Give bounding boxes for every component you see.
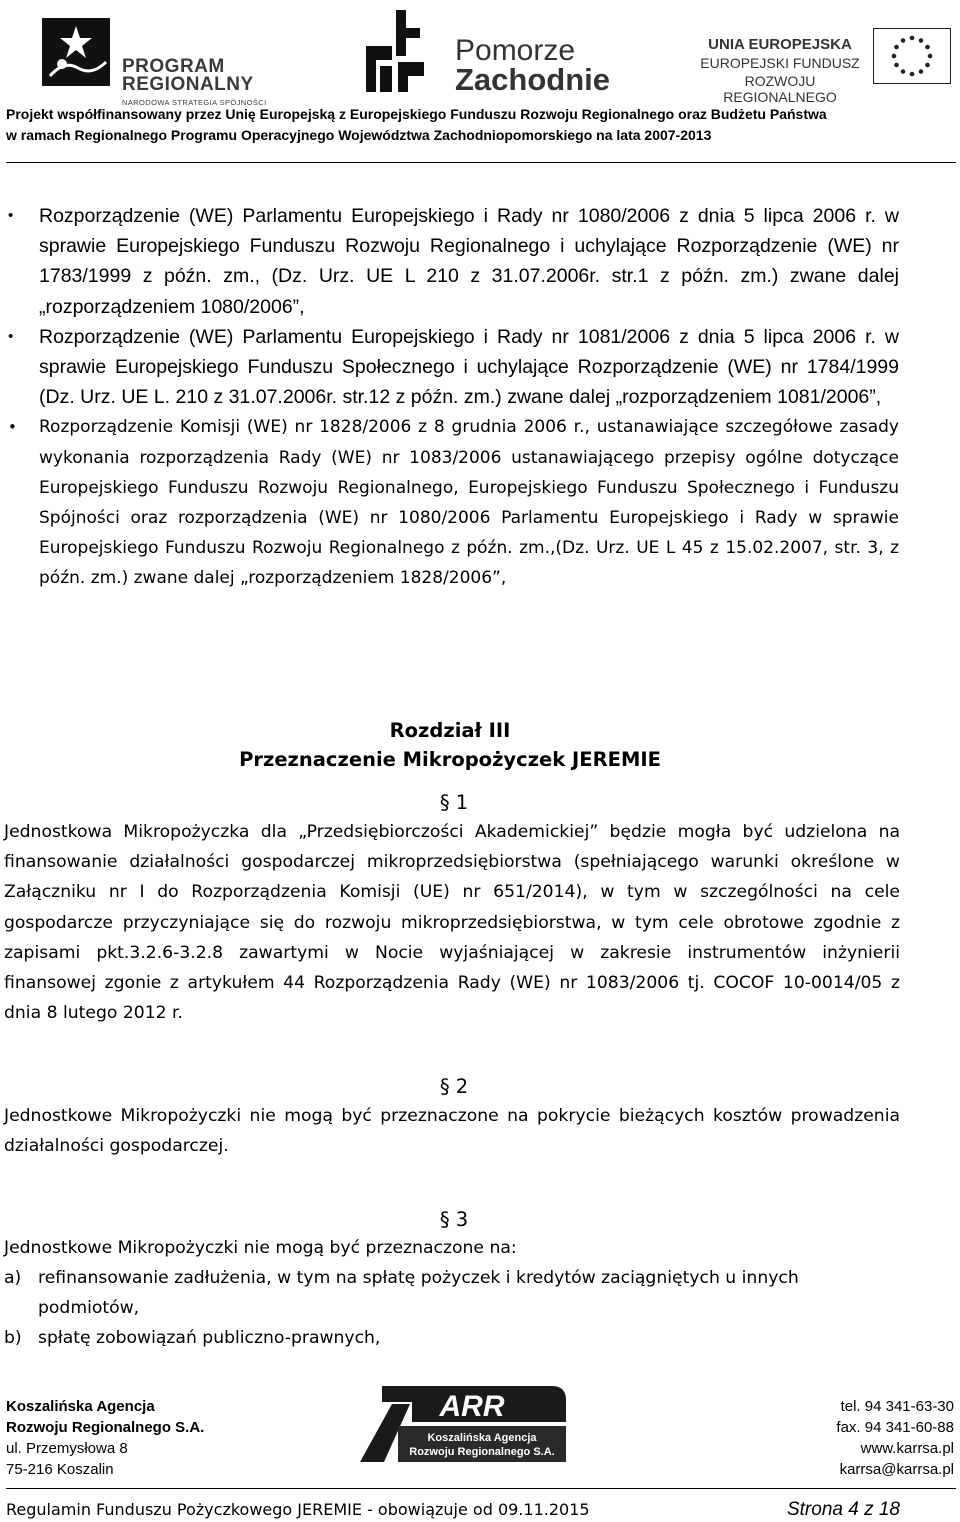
- page-header: [0, 0, 960, 170]
- pomorze-line2: Zachodnie: [455, 62, 611, 97]
- footer-www-link[interactable]: www.karrsa.pl: [860, 1440, 954, 1457]
- footer-address: [6, 1396, 204, 1480]
- section-symbol-1: § 1: [439, 791, 469, 814]
- eu-flag-icon: [873, 28, 951, 84]
- section-symbol-3: § 3: [439, 1208, 469, 1231]
- list-item-text: refinansowanie zadłużenia, w tym na spłatę pożyczek i kredytów zaciągniętych u innych podmiotów,: [38, 1268, 799, 1319]
- header-divider: [6, 162, 956, 163]
- footer-regulation: Regulamin Funduszu Pożyczkowego JEREMIE - obowiązuje od 09.11.2015: [6, 1500, 590, 1519]
- program-regionalny-line1: PROGRAM: [122, 56, 225, 77]
- footer-street: ul. Przemysłowa 8: [6, 1440, 128, 1457]
- eu-line2: EUROPEJSKI FUNDUSZ: [700, 55, 860, 71]
- exclusions-list: [4, 1263, 900, 1354]
- list-item: [4, 1263, 900, 1323]
- program-regionalny-logo: [40, 16, 300, 107]
- chapter-number: Rozdział III: [389, 719, 511, 742]
- footer-contact: [836, 1396, 954, 1480]
- list-item: [4, 1323, 900, 1353]
- regulation-item-1828: • Rozporządzenie Komisji (WE) nr 1828/2006 z 8 grudnia 2006 r., ustanawiające szczegółowe zasady wykonania rozporządzenia Rady (WE) nr 1083/2006 ustanawiającego przepisy ogólne dotyczące Europejskiego Funduszu Rozwoju Regionalnego, Europejskiego Funduszu Społecznego i Funduszu Spójności oraz rozporządzenia (WE) nr 1080/2006 Parlamentu Europejskiego i Rady w sprawie Europejskiego Funduszu Rozwoju Regionalnego z późn. zm.,(Dz. Urz. UE L 45 z 15.02.2007, str. 3, z późn. zm.) zwane dalej „rozporządzeniem 1828/2006”,: [0, 412, 899, 593]
- footer-email-link[interactable]: karrsa@karrsa.pl: [839, 1461, 954, 1478]
- pomorze-emblem-icon: [362, 6, 452, 96]
- arr-logo-sub1: Koszalińska Agencja: [427, 1432, 537, 1444]
- chapter-title: Przeznaczenie Mikropożyczek JEREMIE: [239, 748, 661, 771]
- regulation-item-1080: • Rozporządzenie (WE) Parlamentu Europejskiego i Rady nr 1080/2006 z dnia 5 lipca 2006 r. w sprawie Europejskiego Funduszu Rozwoju Regionalnego i uchylające Rozporządzenie (WE) nr 1783/1999 z późn. zm., (Dz. Urz. UE L 210 z 31.07.2006r. str.1 z późn. zm.) zwane dalej „rozporządzeniem 1080/2006”,: [0, 201, 899, 322]
- arr-logo-icon: [352, 1382, 582, 1466]
- list-marker: b): [4, 1328, 22, 1349]
- eu-logo: [695, 36, 955, 105]
- page-number: Strona 4 z 18: [786, 1499, 900, 1520]
- section-text-1: Jednostkowa Mikropożyczka dla „Przedsiębiorczości Akademickiej” będzie mogła być udzielona na finansowanie działalności gospodarczej mikroprzedsiębiorstwa (spełniającego warunki określone w Załączniku nr I do Rozporządzenia Komisji (UE) nr 651/2014), w tym w szczególności na cele gospodarcze przyczyniające się do rozwoju mikroprzedsiębiorstwa, w tym cele obrotowe zgodnie z zapisami pkt.3.2.6-3.2.8 zawartymi w Nocie wyjaśniającej w zakresie instrumentów inżynierii finansowej zgonie z artykułem 44 Rozporządzenia Rady (WE) nr 1083/2006 tj. COCOF 10-0014/05 z dnia 8 lutego 2012 r.: [4, 822, 900, 1024]
- pomorze-line1: Pomorze: [455, 34, 576, 67]
- list-marker: a): [4, 1268, 22, 1288]
- footer-org-line2: Rozwoju Regionalnego S.A.: [6, 1419, 205, 1436]
- arr-logo-text: ARR: [439, 1390, 505, 1423]
- program-regionalny-emblem-icon: [40, 16, 120, 96]
- list-item-text: spłatę zobowiązań publiczno-prawnych,: [38, 1328, 381, 1349]
- section-text-3: Jednostkowe Mikropożyczki nie mogą być przeznaczone na:: [4, 1238, 517, 1258]
- arr-logo-sub2: Rozwoju Regionalnego S.A.: [409, 1446, 555, 1458]
- footer-tel: tel. 94 341-63-30: [840, 1398, 954, 1415]
- footer-org-line1: Koszalińska Agencja: [6, 1398, 155, 1415]
- eu-line1: UNIA EUROPEJSKA: [708, 36, 852, 53]
- footer-city: 75-216 Koszalin: [6, 1461, 114, 1478]
- program-regionalny-line3: NARODOWA STRATEGIA SPÓJNOŚCI: [122, 98, 267, 107]
- program-regionalny-line2: REGIONALNY: [122, 74, 254, 95]
- regulation-item-1081: • Rozporządzenie (WE) Parlamentu Europejskiego i Rady nr 1081/2006 z dnia 5 lipca 2006 r. w sprawie Europejskiego Funduszu Społecznego i uchylające Rozporządzenie (WE) nr 1784/1999 (Dz. Urz. UE L. 210 z 31.07.2006r. str.12 z późn. zm.) zwane dalej „rozporządzeniem 1081/2006”,: [0, 322, 899, 413]
- footer-divider: [6, 1488, 956, 1489]
- project-funding-line1: Projekt współfinansowany przez Unię Europejską z Europejskiego Funduszu Rozwoju Regionalnego oraz Budżetu Państwa: [6, 106, 827, 122]
- section-text-2: Jednostkowe Mikropożyczki nie mogą być przeznaczone na pokrycie bieżących kosztów prowadzenia działalności gospodarczej.: [4, 1106, 900, 1157]
- arr-logo: [352, 1382, 582, 1466]
- project-funding-line2: w ramach Regionalnego Programu Operacyjnego Województwa Zachodniopomorskiego na lata 2007-2013: [6, 127, 712, 143]
- pomorze-zachodnie-logo: [362, 6, 611, 97]
- regulations-list: [0, 201, 960, 594]
- footer-fax: fax. 94 341-60-88: [836, 1419, 954, 1436]
- eu-line3: ROZWOJU REGIONALNEGO: [723, 73, 837, 105]
- section-symbol-2: § 2: [439, 1075, 469, 1098]
